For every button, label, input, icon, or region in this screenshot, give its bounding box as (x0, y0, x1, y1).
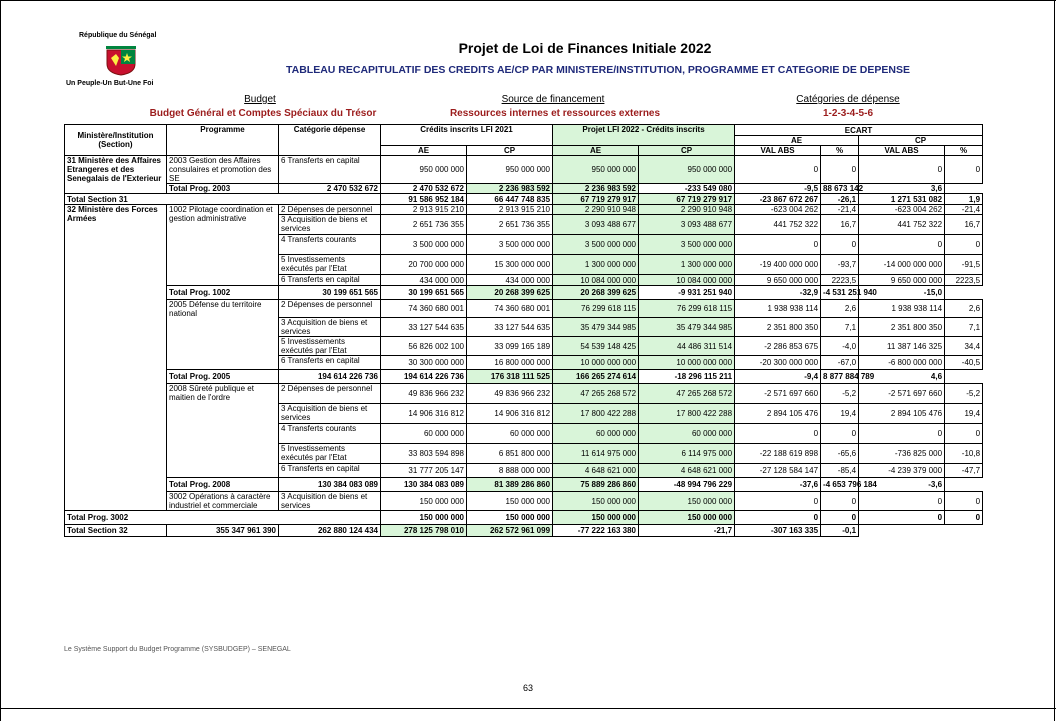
cp-2022-cell: 76 299 618 115 (639, 300, 735, 318)
cp-2021-cell: 66 447 748 835 (467, 194, 553, 205)
ecart-cp-pct-cell: -10,8 (945, 444, 983, 464)
total-row (65, 525, 983, 537)
ecart-ae-pct-cell: 0 (821, 235, 859, 255)
category-cell: 5 Investissements exécutés par l'Etat (279, 255, 381, 275)
ecart-cp-valabs-cell: 441 752 322 (859, 215, 945, 235)
ecart-ae-valabs-cell: -22 188 619 898 (735, 444, 821, 464)
ecart-ae-pct-cell: 2223,5 (821, 275, 859, 286)
ae-2021-cell: 33 127 544 635 (381, 318, 467, 337)
ecart-cp-pct-cell: 16,7 (945, 215, 983, 235)
ae-2021-cell: 434 000 000 (381, 275, 467, 286)
category-cell: 4 Transferts courants (279, 424, 381, 444)
ecart-cp-pct-cell: 7,1 (945, 318, 983, 337)
ecart-ae-pct-cell: 16,7 (821, 215, 859, 235)
cp-2022-cell: 3 500 000 000 (639, 235, 735, 255)
ecart-cp-pct-cell: -21,4 (945, 205, 983, 215)
ecart-ae-valabs-cell: -233 549 080 (639, 184, 735, 194)
cp-2021-cell: 74 360 680 001 (467, 300, 553, 318)
ecart-ae-valabs-cell: -2 571 697 660 (735, 384, 821, 404)
ae-2022-cell: 1 300 000 000 (553, 255, 639, 275)
ecart-cp-pct-cell: -15,0 (859, 286, 945, 300)
ae-2022-cell: 176 318 111 525 (467, 370, 553, 384)
ecart-cp-valabs-cell: 9 650 000 000 (859, 275, 945, 286)
ecart-cp-pct-cell: -40,5 (945, 356, 983, 370)
categories-value: 1-2-3-4-5-6 (822, 108, 874, 119)
ae-2021-cell: 33 803 594 898 (381, 444, 467, 464)
header-programme: Programme (167, 125, 279, 156)
ecart-ae-pct-cell: 2,6 (821, 300, 859, 318)
ae-2021-cell: 49 836 966 232 (381, 384, 467, 404)
ae-2022-cell: 10 000 000 000 (553, 356, 639, 370)
category-cell: 6 Transferts en capital (279, 464, 381, 478)
cp-2022-cell: 150 000 000 (639, 492, 735, 511)
header-cp-pct: % (945, 146, 983, 156)
programme-cell: 2005 Défense du territoire national (167, 300, 279, 370)
ecart-cp-valabs-cell: 0 (859, 511, 945, 525)
page-border-left (0, 0, 1, 721)
ecart-cp-valabs-cell: 0 (859, 424, 945, 444)
ae-2022-cell: 76 299 618 115 (553, 300, 639, 318)
ae-2021-cell: 30 199 651 565 (279, 286, 381, 300)
header-ae-pct: % (821, 146, 859, 156)
ecart-cp-valabs-cell: 11 387 146 325 (859, 337, 945, 356)
ecart-ae-valabs-cell: -18 296 115 211 (639, 370, 735, 384)
header-cp-2021: CP (467, 146, 553, 156)
cp-2022-cell: 950 000 000 (639, 156, 735, 184)
ecart-ae-pct-cell: 0 (821, 424, 859, 444)
ecart-cp-pct-cell: 2223,5 (945, 275, 983, 286)
ecart-ae-pct-cell: -37,6 (735, 478, 821, 492)
ae-2022-cell: 67 719 279 917 (553, 194, 639, 205)
ae-2021-cell: 91 586 952 184 (381, 194, 467, 205)
ecart-ae-pct-cell: -26,1 (821, 194, 859, 205)
table-row (65, 300, 983, 318)
cp-2021-cell: 30 199 651 565 (381, 286, 467, 300)
ecart-cp-pct-cell: -47,7 (945, 464, 983, 478)
ecart-cp-pct-cell: -91,5 (945, 255, 983, 275)
ae-2021-cell: 950 000 000 (381, 156, 467, 184)
ecart-ae-pct-cell: -67,0 (821, 356, 859, 370)
ecart-cp-valabs-cell: -623 004 262 (859, 205, 945, 215)
programme-cell: 2003 Gestion des Affaires consulaires et promotion des SE (167, 156, 279, 184)
cp-2022-cell: 4 648 621 000 (639, 464, 735, 478)
ae-2021-cell: 150 000 000 (381, 492, 467, 511)
republic-label: République du Sénégal (79, 32, 157, 39)
page-title: Projet de Loi de Finances Initiale 2022 (458, 40, 712, 56)
ecart-ae-pct-cell: -9,5 (735, 184, 821, 194)
ecart-ae-valabs-cell: -27 128 584 147 (735, 464, 821, 478)
ecart-cp-pct-cell: 4,6 (859, 370, 945, 384)
ecart-ae-pct-cell: -85,4 (821, 464, 859, 478)
ecart-cp-pct-cell: -0,1 (821, 525, 859, 537)
cp-2022-cell: 1 300 000 000 (639, 255, 735, 275)
total-row (65, 511, 983, 525)
ecart-cp-valabs-cell: 1 271 531 082 (859, 194, 945, 205)
cp-2022-cell: 75 889 286 860 (553, 478, 639, 492)
cp-2021-cell: 33 127 544 635 (467, 318, 553, 337)
ae-2022-cell: 150 000 000 (553, 511, 639, 525)
ae-2022-cell: 4 648 621 000 (553, 464, 639, 478)
cp-2021-cell: 60 000 000 (467, 424, 553, 444)
cp-2022-cell: 3 093 488 677 (639, 215, 735, 235)
ecart-cp-pct-cell: 0 (945, 156, 983, 184)
header-ae-valabs: VAL ABS (735, 146, 821, 156)
header-ecart-ae: AE (735, 136, 859, 146)
header-categorie: Catégorie dépense (279, 125, 381, 156)
ecart-ae-valabs-cell: -9 931 251 940 (639, 286, 735, 300)
ecart-cp-valabs-cell: -6 800 000 000 (859, 356, 945, 370)
ecart-cp-valabs-cell: -2 571 697 660 (859, 384, 945, 404)
source-value: Ressources internes et ressources externes (449, 108, 661, 119)
header-ae-2022: AE (553, 146, 639, 156)
table-row (65, 384, 983, 404)
total-label: Total Prog. 2008 (167, 478, 279, 492)
ecart-cp-valabs-cell: -307 163 335 (735, 525, 821, 537)
ae-2022-cell: 81 389 286 860 (467, 478, 553, 492)
page-number: 63 (522, 683, 533, 693)
ecart-cp-pct-cell: -3,6 (859, 478, 945, 492)
cp-2021-cell: 130 384 083 089 (381, 478, 467, 492)
ecart-ae-pct-cell: -93,7 (821, 255, 859, 275)
ecart-ae-pct-cell: -21,4 (821, 205, 859, 215)
ecart-cp-pct-cell: 19,4 (945, 404, 983, 424)
ae-2022-cell: 54 539 148 425 (553, 337, 639, 356)
cp-2021-cell: 33 099 165 189 (467, 337, 553, 356)
category-cell: 6 Transferts en capital (279, 275, 381, 286)
ae-2021-cell: 194 614 226 736 (279, 370, 381, 384)
cp-2021-cell: 49 836 966 232 (467, 384, 553, 404)
cp-2021-cell: 262 880 124 434 (279, 525, 381, 537)
ecart-ae-valabs-cell: -19 400 000 000 (735, 255, 821, 275)
ecart-ae-valabs-cell: -23 867 672 267 (735, 194, 821, 205)
ecart-cp-pct-cell: -5,2 (945, 384, 983, 404)
ae-2022-cell: 11 614 975 000 (553, 444, 639, 464)
footer-source: Le Système Support du Budget Programme (SYSBUDGEP) – SENEGAL (64, 646, 291, 653)
ae-2022-cell: 60 000 000 (553, 424, 639, 444)
ecart-cp-valabs-cell: -4 531 251 940 (821, 286, 859, 300)
ecart-ae-valabs-cell: 2 894 105 476 (735, 404, 821, 424)
cp-2022-cell: 2 290 910 948 (639, 205, 735, 215)
cp-2021-cell: 2 651 736 355 (467, 215, 553, 235)
ecart-ae-valabs-cell: 1 938 938 114 (735, 300, 821, 318)
page-border-right (1054, 0, 1055, 721)
header-credits-2021: Crédits inscrits LFI 2021 (381, 125, 553, 146)
total-row (65, 370, 983, 384)
ae-2022-cell: 20 268 399 625 (467, 286, 553, 300)
total-label: Total Prog. 2003 (167, 184, 279, 194)
ae-2021-cell: 20 700 000 000 (381, 255, 467, 275)
ecart-ae-valabs-cell: 2 351 800 350 (735, 318, 821, 337)
header-ministere: Ministère/Institution (Section) (65, 125, 167, 156)
cp-2022-cell: 6 114 975 000 (639, 444, 735, 464)
total-row (65, 184, 983, 194)
category-cell: 2 Dépenses de personnel (279, 205, 381, 215)
category-cell: 3 Acquisition de biens et services (279, 404, 381, 424)
header-ecart-cp: CP (859, 136, 983, 146)
total-label: Total Section 31 (65, 194, 381, 205)
ecart-ae-valabs-cell: -48 994 796 229 (639, 478, 735, 492)
ecart-ae-pct-cell: 0 (821, 156, 859, 184)
ecart-cp-pct-cell: 3,6 (859, 184, 945, 194)
motto-label: Un Peuple-Un But-Une Foi (66, 80, 154, 87)
cp-2022-cell: 166 265 274 614 (553, 370, 639, 384)
total-label: Total Prog. 2005 (167, 370, 279, 384)
ae-2022-cell: 17 800 422 288 (553, 404, 639, 424)
category-cell: 6 Transferts en capital (279, 156, 381, 184)
cp-2021-cell: 194 614 226 736 (381, 370, 467, 384)
ecart-ae-pct-cell: -32,9 (735, 286, 821, 300)
cp-2021-cell: 16 800 000 000 (467, 356, 553, 370)
ecart-ae-pct-cell: -4,0 (821, 337, 859, 356)
ae-2021-cell: 355 347 961 390 (167, 525, 279, 537)
section-cell: 31 Ministère des Affaires Etrangeres et des Senegalais de l'Exterieur (65, 156, 167, 194)
category-cell: 5 Investissements exécutés par l'Etat (279, 444, 381, 464)
total-label: Total Prog. 3002 (65, 511, 381, 525)
ecart-ae-valabs-cell: -623 004 262 (735, 205, 821, 215)
ecart-cp-pct-cell: 34,4 (945, 337, 983, 356)
ae-2021-cell: 2 651 736 355 (381, 215, 467, 235)
category-cell: 2 Dépenses de personnel (279, 384, 381, 404)
ecart-cp-valabs-cell: 0 (859, 235, 945, 255)
ae-2022-cell: 3 093 488 677 (553, 215, 639, 235)
header-cp-valabs: VAL ABS (859, 146, 945, 156)
ae-2021-cell: 2 470 532 672 (279, 184, 381, 194)
ae-2021-cell: 60 000 000 (381, 424, 467, 444)
ecart-cp-valabs-cell: -736 825 000 (859, 444, 945, 464)
cp-2021-cell: 15 300 000 000 (467, 255, 553, 275)
category-cell: 4 Transferts courants (279, 235, 381, 255)
categories-label: Catégories de dépense (796, 94, 900, 105)
cp-2021-cell: 950 000 000 (467, 156, 553, 184)
ae-2021-cell: 150 000 000 (381, 511, 467, 525)
cp-2022-cell: 10 000 000 000 (639, 356, 735, 370)
cp-2021-cell: 2 470 532 672 (381, 184, 467, 194)
category-cell: 5 Investissements exécutés par l'Etat (279, 337, 381, 356)
cp-2022-cell: 47 265 268 572 (639, 384, 735, 404)
ecart-cp-valabs-cell: -4 653 796 184 (821, 478, 859, 492)
ecart-cp-valabs-cell: -4 239 379 000 (859, 464, 945, 478)
ecart-cp-pct-cell: 0 (945, 511, 983, 525)
programme-cell: 3002 Opérations à caractère industriel et commerciale (167, 492, 279, 511)
ae-2022-cell: 35 479 344 985 (553, 318, 639, 337)
ecart-ae-valabs-cell: 0 (735, 424, 821, 444)
cp-2021-cell: 14 906 316 812 (467, 404, 553, 424)
ecart-ae-pct-cell: -9,4 (735, 370, 821, 384)
page-border-top (0, 0, 1056, 1)
ae-2022-cell: 3 500 000 000 (553, 235, 639, 255)
header-ae-2021: AE (381, 146, 467, 156)
table-row (65, 492, 983, 511)
ecart-ae-pct-cell: -21,7 (639, 525, 735, 537)
cp-2021-cell: 8 888 000 000 (467, 464, 553, 478)
ae-2022-cell: 278 125 798 010 (381, 525, 467, 537)
ecart-ae-valabs-cell: 0 (735, 492, 821, 511)
cp-2022-cell: 262 572 961 099 (467, 525, 553, 537)
category-cell: 2 Dépenses de personnel (279, 300, 381, 318)
credits-table (64, 124, 983, 537)
ae-2021-cell: 14 906 316 812 (381, 404, 467, 424)
total-label: Total Section 32 (65, 525, 167, 537)
ae-2021-cell: 3 500 000 000 (381, 235, 467, 255)
total-row (65, 286, 983, 300)
cp-2022-cell: 35 479 344 985 (639, 318, 735, 337)
ecart-ae-valabs-cell: -20 300 000 000 (735, 356, 821, 370)
ae-2022-cell: 2 290 910 948 (553, 205, 639, 215)
ecart-ae-valabs-cell: 0 (735, 156, 821, 184)
category-cell: 3 Acquisition de biens et services (279, 318, 381, 337)
category-cell: 3 Acquisition de biens et services (279, 215, 381, 235)
table-row (65, 156, 983, 184)
table-row (65, 205, 983, 215)
cp-2022-cell: 150 000 000 (639, 511, 735, 525)
ae-2021-cell: 74 360 680 001 (381, 300, 467, 318)
ecart-cp-valabs-cell: 2 351 800 350 (859, 318, 945, 337)
ecart-ae-pct-cell: -5,2 (821, 384, 859, 404)
cp-2022-cell: 44 486 311 514 (639, 337, 735, 356)
ecart-cp-valabs-cell: 2 894 105 476 (859, 404, 945, 424)
ecart-ae-valabs-cell: 0 (735, 235, 821, 255)
ecart-cp-valabs-cell: -14 000 000 000 (859, 255, 945, 275)
budget-value: Budget Général et Comptes Spéciaux du Trésor (149, 108, 377, 119)
cp-2022-cell: 2 236 983 592 (553, 184, 639, 194)
ecart-ae-valabs-cell: -2 286 853 675 (735, 337, 821, 356)
ae-2021-cell: 56 826 002 100 (381, 337, 467, 356)
ae-2021-cell: 30 300 000 000 (381, 356, 467, 370)
source-label: Source de financement (501, 94, 605, 105)
senegal-coat-of-arms-icon (104, 46, 138, 76)
ecart-cp-pct-cell: 1,9 (945, 194, 983, 205)
programme-cell: 2008 Sûreté publique et maitien de l'ordre (167, 384, 279, 478)
ecart-ae-pct-cell: 7,1 (821, 318, 859, 337)
ecart-cp-valabs-cell: 0 (859, 492, 945, 511)
budget-label: Budget (244, 94, 276, 105)
ecart-cp-valabs-cell: 1 938 938 114 (859, 300, 945, 318)
category-cell: 3 Acquisition de biens et services (279, 492, 381, 511)
total-label: Total Prog. 1002 (167, 286, 279, 300)
ecart-cp-pct-cell: 0 (945, 424, 983, 444)
header-projet-2022: Projet LFI 2022 - Crédits inscrits (553, 125, 735, 146)
section-cell: 32 Ministère des Forces Armées (65, 205, 167, 511)
ecart-cp-valabs-cell: 88 673 142 (821, 184, 859, 194)
cp-2022-cell: 67 719 279 917 (639, 194, 735, 205)
cp-2021-cell: 434 000 000 (467, 275, 553, 286)
cp-2022-cell: 17 800 422 288 (639, 404, 735, 424)
ecart-ae-pct-cell: 0 (821, 492, 859, 511)
ecart-ae-valabs-cell: 9 650 000 000 (735, 275, 821, 286)
ecart-cp-pct-cell: 2,6 (945, 300, 983, 318)
header-ecart: ECART (735, 125, 983, 136)
cp-2022-cell: 20 268 399 625 (553, 286, 639, 300)
ecart-ae-valabs-cell: -77 222 163 380 (553, 525, 639, 537)
ae-2021-cell: 31 777 205 147 (381, 464, 467, 478)
ecart-cp-valabs-cell: 0 (859, 156, 945, 184)
ae-2021-cell: 130 384 083 089 (279, 478, 381, 492)
ae-2022-cell: 2 236 983 592 (467, 184, 553, 194)
cp-2021-cell: 2 913 915 210 (467, 205, 553, 215)
ecart-ae-valabs-cell: 441 752 322 (735, 215, 821, 235)
cp-2022-cell: 60 000 000 (639, 424, 735, 444)
ecart-cp-valabs-cell: 8 877 884 789 (821, 370, 859, 384)
category-cell: 6 Transferts en capital (279, 356, 381, 370)
ae-2022-cell: 150 000 000 (553, 492, 639, 511)
ecart-ae-pct-cell: 19,4 (821, 404, 859, 424)
ecart-ae-pct-cell: -65,6 (821, 444, 859, 464)
cp-2021-cell: 3 500 000 000 (467, 235, 553, 255)
ecart-ae-pct-cell: 0 (821, 511, 859, 525)
total-row (65, 478, 983, 492)
cp-2022-cell: 10 084 000 000 (639, 275, 735, 286)
header-cp-2022: CP (639, 146, 735, 156)
total-row (65, 194, 983, 205)
ae-2021-cell: 2 913 915 210 (381, 205, 467, 215)
cp-2021-cell: 150 000 000 (467, 511, 553, 525)
programme-cell: 1002 Pilotage coordination et gestion administrative (167, 205, 279, 286)
ae-2022-cell: 10 084 000 000 (553, 275, 639, 286)
cp-2021-cell: 150 000 000 (467, 492, 553, 511)
table-subtitle: TABLEAU RECAPITULATIF DES CREDITS AE/CP PAR MINISTERE/INSTITUTION, PROGRAMME ET CATEGORIE DE DEPENSE (285, 64, 910, 76)
cp-2021-cell: 6 851 800 000 (467, 444, 553, 464)
ecart-cp-pct-cell: 0 (945, 492, 983, 511)
ecart-ae-valabs-cell: 0 (735, 511, 821, 525)
ae-2022-cell: 47 265 268 572 (553, 384, 639, 404)
ae-2022-cell: 950 000 000 (553, 156, 639, 184)
ecart-cp-pct-cell: 0 (945, 235, 983, 255)
page-border-bottom (0, 708, 1056, 709)
